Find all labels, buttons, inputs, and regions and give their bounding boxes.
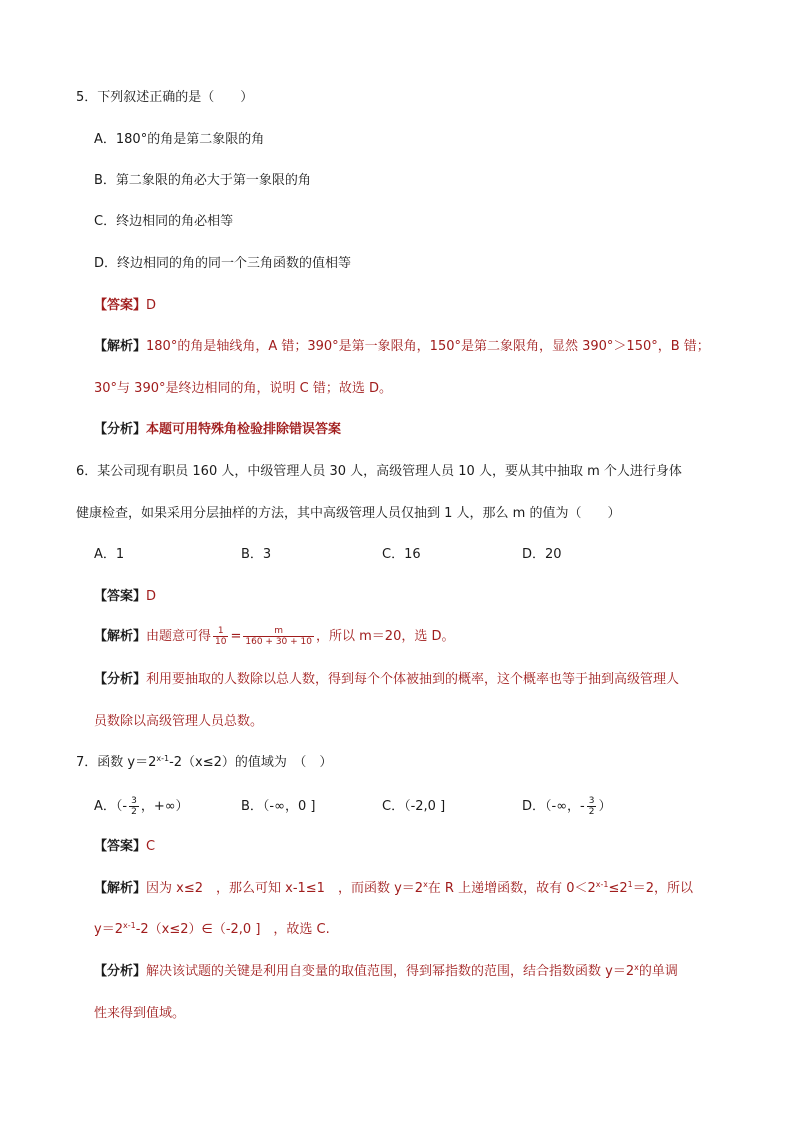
jiexi-text-a: 因为 x≤2 ，那么可知 x-1≤1 ，而函数 y＝2 bbox=[146, 881, 424, 896]
fraction-numerator: 3 bbox=[588, 796, 595, 806]
q5-option-c: C．终边相同的角必相等 bbox=[94, 214, 234, 229]
fraction-one-tenth bbox=[213, 626, 228, 647]
jiexi-text-c: ≤2 bbox=[608, 881, 628, 896]
jiexi-text-b: -2（x≤2）∈（-2,0 ] ，故选 C. bbox=[135, 922, 330, 937]
fraction-numerator: m bbox=[243, 626, 314, 637]
q6-option-d: D．20 bbox=[522, 547, 562, 562]
fraction-three-halves bbox=[129, 796, 139, 817]
equals-sign: = bbox=[230, 629, 242, 644]
option-a-pre: A．（- bbox=[94, 799, 128, 814]
q5-jiexi-line-2: 30°与 390°是终边相同的角，说明 C 错；故选 D。 bbox=[94, 381, 392, 396]
fenxi-text: 本题可用特殊角检验排除错误答案 bbox=[146, 422, 342, 437]
exponent: x-1 bbox=[156, 754, 170, 763]
option-d-pre: D．（-∞，- bbox=[522, 799, 585, 814]
jiexi-text-b: 在 R 上递增函数，故有 0＜2 bbox=[427, 881, 596, 896]
exponent: x bbox=[634, 963, 639, 972]
exponent: 1 bbox=[627, 880, 633, 889]
fraction-denominator: 2 bbox=[588, 807, 595, 817]
jiexi-tag: 【解析】 bbox=[94, 339, 147, 354]
jiexi-text-d: ＝2，所以 bbox=[632, 881, 694, 896]
jiexi-text-pre: 由题意可得 bbox=[146, 629, 212, 644]
q5-jiexi-line-1 bbox=[94, 338, 710, 356]
fenxi-text-a: 解决该试题的关键是利用自变量的取值范围，得到幂指数的范围，结合指数函数 y＝2 bbox=[146, 964, 635, 979]
q5-option-a: A．180°的角是第二象限的角 bbox=[94, 132, 265, 147]
answer-tag: 【答案】 bbox=[94, 298, 147, 313]
q7-option-c: C．（-2,0 ] bbox=[382, 799, 446, 814]
q6-fenxi-line-2: 员数除以高级管理人员总数。 bbox=[94, 714, 264, 729]
fenxi-tag: 【分析】 bbox=[94, 964, 147, 979]
q7-option-d bbox=[522, 794, 611, 820]
fenxi-text: 利用要抽取的人数除以总人数，得到每个个体被抽到的概率，这个概率也等于抽到高级管理人 bbox=[146, 672, 680, 687]
answer-tag: 【答案】 bbox=[94, 589, 147, 604]
fraction-m-over-total bbox=[243, 626, 314, 647]
fenxi-text-b: 的单调 bbox=[638, 964, 678, 979]
q7-jiexi-line-2 bbox=[94, 921, 330, 939]
q5-stem: 5．下列叙述正确的是（ ） bbox=[76, 90, 254, 105]
fenxi-tag: 【分析】 bbox=[94, 422, 147, 437]
q6-option-b: B．3 bbox=[241, 547, 272, 562]
q6-fenxi-line-1 bbox=[94, 671, 679, 689]
fraction-denominator: 10 bbox=[215, 637, 227, 647]
answer-value: C bbox=[146, 839, 156, 854]
exponent: x-1 bbox=[122, 921, 136, 930]
exponent: x-1 bbox=[595, 880, 609, 889]
fraction-numerator: 3 bbox=[131, 796, 137, 806]
q5-option-d: D．终边相同的角的同一个三角函数的值相等 bbox=[94, 256, 352, 271]
q5-fenxi bbox=[94, 421, 341, 439]
q5-option-b: B．第二象限的角必大于第一象限的角 bbox=[94, 173, 311, 188]
q7-option-a bbox=[94, 794, 189, 820]
q7-fenxi-line-1 bbox=[94, 963, 678, 981]
fraction-three-halves bbox=[587, 796, 597, 817]
q6-option-a: A．1 bbox=[94, 547, 125, 562]
fenxi-tag: 【分析】 bbox=[94, 672, 147, 687]
q6-answer bbox=[94, 588, 156, 606]
fraction-denominator: 160 + 30 + 10 bbox=[245, 637, 312, 647]
fraction-numerator: 1 bbox=[213, 626, 228, 637]
q6-jiexi bbox=[94, 624, 454, 650]
jiexi-tag: 【解析】 bbox=[94, 881, 147, 896]
exponent: x bbox=[423, 880, 428, 889]
q7-fenxi-line-2: 性来得到值域。 bbox=[94, 1006, 186, 1021]
q7-jiexi-line-1 bbox=[94, 880, 693, 898]
answer-value: D bbox=[146, 298, 157, 313]
q6-stem-line-1: 6．某公司现有职员 160 人，中级管理人员 30 人，高级管理人员 10 人，要从其中抽取 m 个人进行身体 bbox=[76, 464, 682, 479]
jiexi-text: 180°的角是轴线角，A 错；390°是第一象限角，150°是第二象限角，显然 390°＞150°，B 错； bbox=[146, 339, 710, 354]
q7-answer bbox=[94, 838, 155, 856]
q5-answer bbox=[94, 297, 156, 315]
q7-option-b: B．（-∞，0 ] bbox=[241, 799, 316, 814]
fraction-denominator: 2 bbox=[131, 807, 137, 817]
stem-pre: 7．函数 y＝2 bbox=[76, 755, 157, 770]
jiexi-tag: 【解析】 bbox=[94, 629, 147, 644]
q7-stem bbox=[76, 754, 332, 772]
answer-value: D bbox=[146, 589, 157, 604]
answer-tag: 【答案】 bbox=[94, 839, 147, 854]
stem-post: -2（x≤2）的值域为 （ ） bbox=[169, 755, 333, 770]
option-a-post: ，+∞） bbox=[140, 799, 189, 814]
option-d-post: ） bbox=[598, 799, 612, 814]
jiexi-text-a: y＝2 bbox=[94, 922, 123, 937]
jiexi-text-post: ，所以 m＝20，选 D。 bbox=[316, 629, 455, 644]
q6-stem-line-2: 健康检查，如果采用分层抽样的方法，其中高级管理人员仅抽到 1 人，那么 m 的值为（ ） bbox=[76, 506, 621, 521]
q6-option-c: C．16 bbox=[382, 547, 421, 562]
